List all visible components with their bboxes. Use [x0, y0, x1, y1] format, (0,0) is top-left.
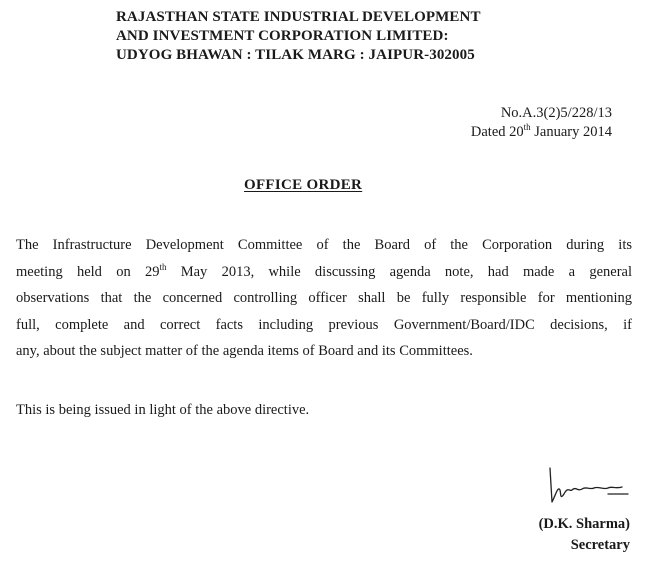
date-prefix: Dated 20 — [470, 124, 524, 140]
signatory-name: (D.K. Sharma) — [538, 516, 630, 532]
letterhead-line-3: UDYOG BHAWAN : TILAK MARG : JAIPUR-302005 — [116, 47, 475, 63]
signatory-designation: Secretary — [570, 537, 630, 553]
body-paragraph — [16, 232, 632, 365]
signatory-block — [539, 514, 630, 556]
letterhead — [116, 8, 481, 65]
closing-line: This is being issued in light of the above directive. — [16, 402, 310, 418]
body-line-4: full, complete and correct facts including previous Government/Board/IDC decisions, if — [16, 316, 632, 333]
document-title: OFFICE ORDER — [244, 177, 363, 193]
body-line-2-ordinal: th — [159, 261, 167, 272]
body-line-1: The Infrastructure Development Committee of the Board of the Corporation during its — [16, 237, 632, 253]
date-ordinal: th — [523, 122, 531, 133]
body-line-5: any, about the subject matter of the agenda items of Board and its Committees. — [16, 343, 473, 359]
body-line-2 — [16, 259, 632, 286]
handwritten-signature — [546, 464, 632, 512]
reference-number: No.A.3(2)5/228/13 — [500, 105, 612, 121]
letterhead-line-1: RAJASTHAN STATE INDUSTRIAL DEVELOPMENT — [116, 9, 481, 25]
body-line-2a: meeting held on 29 — [16, 263, 160, 280]
reference-date — [471, 123, 612, 142]
letterhead-line-2: AND INVESTMENT CORPORATION LIMITED: — [116, 28, 449, 44]
date-suffix: January 2014 — [530, 124, 612, 140]
body-line-3: observations that the concerned controlling officer shall be fully responsible for mentioning — [16, 290, 632, 306]
reference-block — [471, 104, 612, 142]
body-line-2b: May 2013, while discussing agenda note, had made a general — [166, 263, 632, 280]
